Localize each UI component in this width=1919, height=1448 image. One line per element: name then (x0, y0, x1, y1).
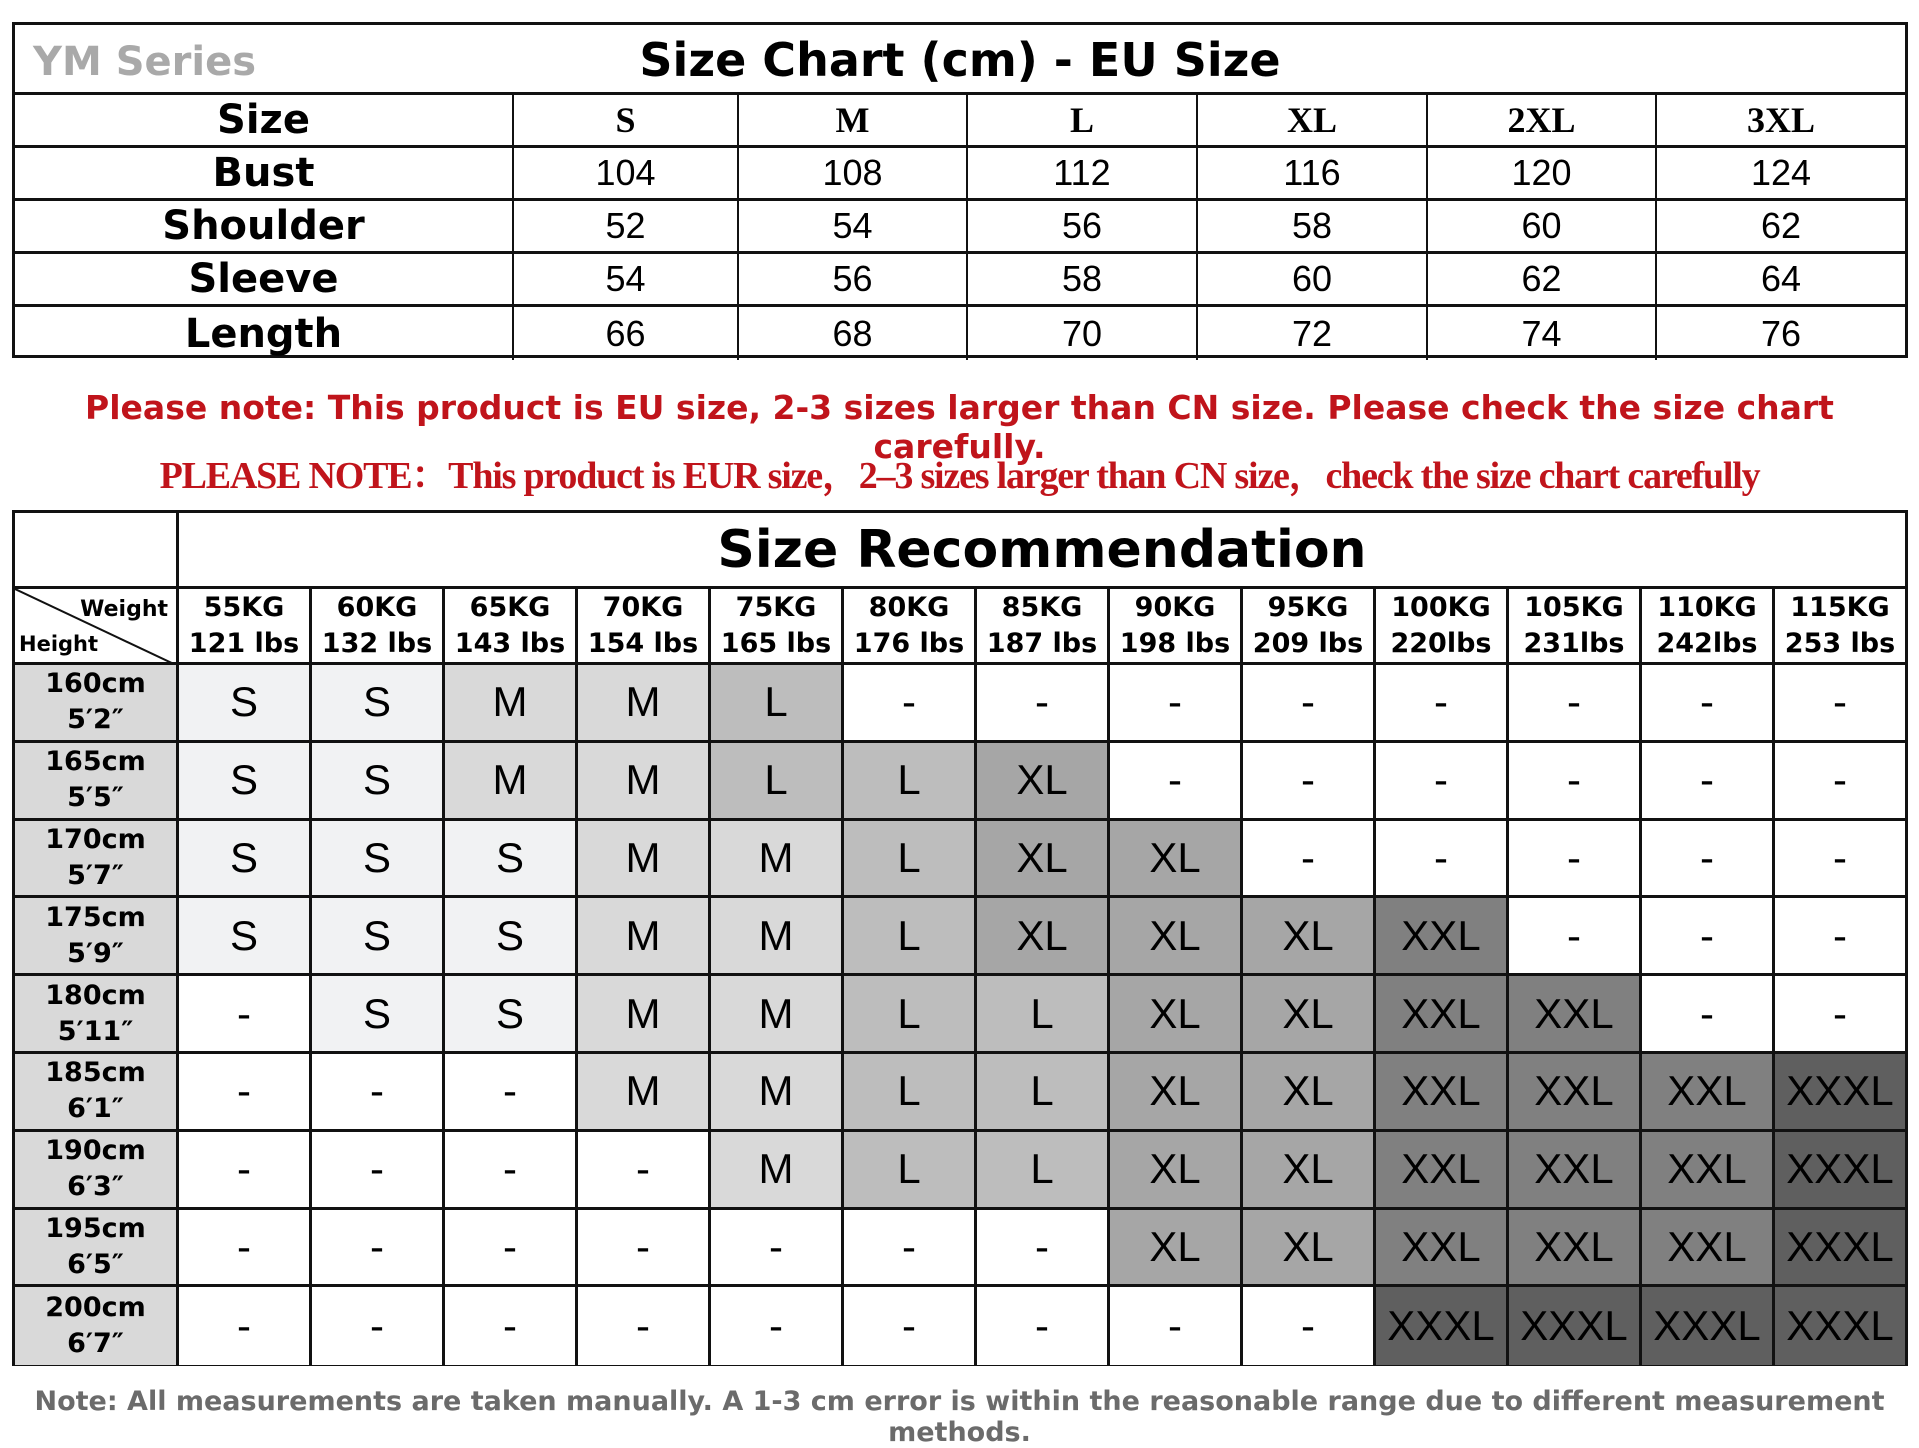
size-recommendation-cell: XL (1240, 1210, 1373, 1285)
size-recommendation-cell: XXL (1373, 1132, 1506, 1207)
size-column-header: L (966, 95, 1196, 145)
size-recommendation-cell: L (841, 821, 974, 896)
height-cm: 160cm (45, 668, 146, 700)
weight-kg: 105KG (1524, 591, 1624, 623)
size-recommendation-cell: S (176, 665, 309, 740)
size-recommendation-cell: M (708, 1132, 841, 1207)
height-cm: 180cm (45, 979, 146, 1011)
weight-column-header (1506, 589, 1639, 662)
size-chart-value: 68 (737, 307, 966, 360)
size-recommendation-cell: L (708, 665, 841, 740)
weight-kg: 80KG (868, 591, 950, 623)
weight-column-header (1772, 589, 1905, 662)
size-recommendation-cell: XXXL (1772, 1210, 1905, 1285)
size-recommendation-cell: XL (1107, 1054, 1240, 1129)
height-row (15, 1287, 1905, 1365)
height-label (15, 821, 176, 896)
size-recommendation-cell: L (841, 1132, 974, 1207)
size-recommendation-cell: M (575, 743, 708, 818)
size-column-header: M (737, 95, 966, 145)
height-row (15, 898, 1905, 976)
weight-column-header (1639, 589, 1772, 662)
size-chart-row-length (15, 307, 1905, 360)
size-recommendation-cell: M (575, 821, 708, 896)
size-chart-value: 60 (1426, 201, 1655, 251)
size-recommendation-cell: - (1107, 743, 1240, 818)
size-recommendation-cell: L (841, 976, 974, 1051)
size-recommendation-cell: XXL (1506, 1054, 1639, 1129)
height-row (15, 1054, 1905, 1132)
size-recommendation-cell: S (176, 821, 309, 896)
size-recommendation-cell: XXL (1506, 1132, 1639, 1207)
height-label (15, 1210, 176, 1285)
size-chart-header-row (15, 95, 1905, 148)
size-recommendation-cell: XL (1107, 821, 1240, 896)
size-recommendation-cell: XL (1240, 898, 1373, 973)
recommendation-corner-blank (15, 513, 176, 589)
size-recommendation-cell: XL (1107, 976, 1240, 1051)
size-recommendation-cell: S (309, 821, 442, 896)
size-recommendation-cell: - (575, 1287, 708, 1365)
size-recommendation-cell: - (1506, 665, 1639, 740)
size-recommendation-cell: M (442, 743, 575, 818)
height-row (15, 976, 1905, 1054)
height-cm: 200cm (45, 1292, 146, 1324)
size-recommendation-cell: - (1506, 821, 1639, 896)
weight-kg: 55KG (203, 591, 285, 623)
size-chart-row-sleeve (15, 254, 1905, 307)
size-recommendation-cell: S (309, 665, 442, 740)
size-recommendation-cell: - (1639, 743, 1772, 818)
size-chart-value: 76 (1655, 307, 1905, 360)
weight-lbs: 231lbs (1523, 627, 1625, 659)
size-chart-value: 104 (512, 148, 737, 198)
weight-column-header (708, 589, 841, 662)
size-recommendation-cell: - (1772, 743, 1905, 818)
weight-column-header (974, 589, 1107, 662)
size-recommendation-table (12, 510, 1908, 1366)
size-recommendation-cell: - (1772, 976, 1905, 1051)
height-label (15, 898, 176, 973)
corner-height-label: Height (19, 632, 99, 656)
weight-lbs: 165 lbs (720, 627, 832, 659)
weight-kg: 110KG (1657, 591, 1757, 623)
size-recommendation-cell: XXXL (1373, 1287, 1506, 1365)
size-column-header: XL (1196, 95, 1426, 145)
size-recommendation-cell: XXL (1506, 976, 1639, 1051)
size-chart-row-shoulder (15, 201, 1905, 254)
weight-column-header (1240, 589, 1373, 662)
size-column-header: S (512, 95, 737, 145)
size-chart-row-label: Bust (212, 150, 315, 196)
size-recommendation-cell: M (442, 665, 575, 740)
size-recommendation-cell: - (1639, 821, 1772, 896)
size-chart-value: 62 (1655, 201, 1905, 251)
size-recommendation-cell: - (1240, 821, 1373, 896)
size-recommendation-cell: XXL (1373, 1054, 1506, 1129)
size-recommendation-cell: XXXL (1772, 1132, 1905, 1207)
height-label (15, 665, 176, 740)
size-recommendation-cell: - (575, 1210, 708, 1285)
size-recommendation-cell: S (309, 898, 442, 973)
size-recommendation-cell: - (176, 1287, 309, 1365)
size-recommendation-cell: - (1107, 1287, 1240, 1365)
size-recommendation-cell: - (309, 1132, 442, 1207)
size-recommendation-cell: - (1240, 743, 1373, 818)
weight-kg: 70KG (602, 591, 684, 623)
weight-lbs: 187 lbs (986, 627, 1098, 659)
weight-kg: 90KG (1134, 591, 1216, 623)
size-chart-value: 52 (512, 201, 737, 251)
size-chart-value: 56 (737, 254, 966, 304)
size-note-english: Please note: This product is EU size, 2-3 sizes larger than CN size. Please check the size chart carefully. (85, 388, 1834, 466)
size-recommendation-cell: L (841, 743, 974, 818)
size-recommendation-cell: XL (1107, 898, 1240, 973)
size-recommendation-cell: - (974, 1287, 1107, 1365)
size-recommendation-cell: - (1506, 898, 1639, 973)
size-chart-value: 112 (966, 148, 1196, 198)
size-chart-value: 58 (966, 254, 1196, 304)
size-chart-value: 120 (1426, 148, 1655, 198)
size-chart-row-label: Length (184, 310, 343, 357)
size-chart-value: 74 (1426, 307, 1655, 360)
size-recommendation-cell: - (1772, 665, 1905, 740)
weight-column-header (442, 589, 575, 662)
height-label (15, 1287, 176, 1365)
weight-kg: 95KG (1267, 591, 1349, 623)
size-recommendation-cell: M (575, 976, 708, 1051)
size-recommendation-cell: - (1373, 743, 1506, 818)
height-row (15, 1210, 1905, 1288)
size-recommendation-cell: XL (974, 898, 1107, 973)
size-recommendation-cell: S (442, 898, 575, 973)
height-ft: 6′7″ (67, 1328, 124, 1360)
size-chart-table (12, 22, 1908, 358)
size-chart-row-bust (15, 148, 1905, 201)
size-recommendation-cell: - (442, 1132, 575, 1207)
brand-label: YM Series (33, 39, 257, 85)
size-recommendation-cell: XL (1107, 1132, 1240, 1207)
size-chart-value: 116 (1196, 148, 1426, 198)
size-chart-row-label: Sleeve (188, 256, 339, 302)
size-recommendation-cell: - (1506, 743, 1639, 818)
size-recommendation-cell: XL (974, 821, 1107, 896)
size-recommendation-cell: M (575, 898, 708, 973)
size-recommendation-cell: XL (1240, 1054, 1373, 1129)
size-chart-value: 56 (966, 201, 1196, 251)
weight-column-header (309, 589, 442, 662)
size-chart-header (15, 25, 1905, 95)
size-recommendation-cell: XXL (1373, 1210, 1506, 1285)
weight-kg: 75KG (735, 591, 817, 623)
size-chart-value: 66 (512, 307, 737, 360)
weight-height-corner (15, 589, 176, 662)
size-recommendation-cell: L (974, 976, 1107, 1051)
size-recommendation-cell: - (309, 1287, 442, 1365)
size-chart-value: 72 (1196, 307, 1426, 360)
weight-lbs: 154 lbs (587, 627, 699, 659)
size-recommendation-cell: - (1639, 898, 1772, 973)
size-recommendation-cell: XXXL (1639, 1287, 1772, 1365)
height-cm: 195cm (45, 1212, 146, 1244)
size-recommendation-cell: XXL (1373, 976, 1506, 1051)
size-recommendation-cell: S (176, 898, 309, 973)
size-column-header: 3XL (1655, 95, 1905, 145)
height-ft: 5′7″ (67, 859, 124, 891)
size-recommendation-cell: - (1107, 665, 1240, 740)
height-cm: 165cm (45, 746, 146, 778)
recommendation-title: Size Recommendation (176, 513, 1905, 589)
size-recommendation-cell: - (309, 1210, 442, 1285)
size-recommendation-cell: - (176, 1054, 309, 1129)
size-recommendation-cell: - (309, 1054, 442, 1129)
size-recommendation-cell: XL (1107, 1210, 1240, 1285)
size-recommendation-cell: - (841, 1287, 974, 1365)
weight-lbs: 176 lbs (853, 627, 965, 659)
weight-lbs: 132 lbs (321, 627, 433, 659)
weight-header-row (15, 589, 1905, 665)
size-chart-value: 60 (1196, 254, 1426, 304)
height-cm: 190cm (45, 1135, 146, 1167)
weight-lbs: 253 lbs (1784, 627, 1896, 659)
height-cm: 185cm (45, 1057, 146, 1089)
height-row (15, 665, 1905, 743)
size-recommendation-cell: - (1240, 1287, 1373, 1365)
height-row (15, 821, 1905, 899)
weight-kg: 60KG (336, 591, 418, 623)
size-note-serif: PLEASE NOTE：This product is EUR size，2–3 sizes larger than CN size，check the size chart carefully (159, 455, 1760, 497)
size-recommendation-cell: S (442, 976, 575, 1051)
corner-weight-label: Weight (80, 597, 168, 622)
size-recommendation-cell: - (442, 1210, 575, 1285)
size-chart-value: 54 (512, 254, 737, 304)
height-label (15, 976, 176, 1051)
size-recommendation-cell: - (708, 1287, 841, 1365)
height-ft: 6′1″ (67, 1093, 124, 1125)
size-recommendation-cell: - (176, 1210, 309, 1285)
height-ft: 6′5″ (67, 1248, 124, 1280)
weight-lbs: 209 lbs (1252, 627, 1364, 659)
weight-kg: 115KG (1790, 591, 1890, 623)
size-recommendation-cell: XXL (1639, 1132, 1772, 1207)
weight-kg: 65KG (469, 591, 551, 623)
size-chart-value: 124 (1655, 148, 1905, 198)
size-recommendation-cell: - (1240, 665, 1373, 740)
weight-column-header (841, 589, 974, 662)
size-chart-value: 58 (1196, 201, 1426, 251)
height-row (15, 743, 1905, 821)
recommendation-grid (15, 589, 1905, 1363)
size-recommendation-cell: - (1639, 665, 1772, 740)
size-recommendation-cell: S (309, 976, 442, 1051)
size-recommendation-cell: - (1772, 898, 1905, 973)
size-recommendation-cell: XL (1240, 976, 1373, 1051)
size-recommendation-cell: - (974, 665, 1107, 740)
weight-kg: 85KG (1001, 591, 1083, 623)
size-chart-value: 54 (737, 201, 966, 251)
size-recommendation-cell: S (176, 743, 309, 818)
size-chart-grid (15, 95, 1905, 355)
height-label (15, 743, 176, 818)
height-label (15, 1054, 176, 1129)
height-ft: 5′5″ (67, 782, 124, 814)
size-recommendation-cell: XXL (1639, 1210, 1772, 1285)
weight-lbs: 242lbs (1656, 627, 1758, 659)
height-label (15, 1132, 176, 1207)
size-recommendation-cell: - (1373, 665, 1506, 740)
weight-column-header (1373, 589, 1506, 662)
weight-column-header (575, 589, 708, 662)
size-recommendation-cell: M (708, 898, 841, 973)
weight-lbs: 220lbs (1390, 627, 1492, 659)
height-ft: 5′11″ (57, 1015, 134, 1047)
height-row (15, 1132, 1905, 1210)
size-chart-value: 62 (1426, 254, 1655, 304)
size-recommendation-cell: L (708, 743, 841, 818)
size-recommendation-cell: - (176, 1132, 309, 1207)
weight-column-header (1107, 589, 1240, 662)
size-recommendation-cell: XXL (1639, 1054, 1772, 1129)
size-recommendation-cell: XXXL (1772, 1054, 1905, 1129)
size-recommendation-cell: L (974, 1054, 1107, 1129)
size-recommendation-cell: - (1373, 821, 1506, 896)
size-column-header: 2XL (1426, 95, 1655, 145)
size-chart-row-label: Size (217, 97, 310, 143)
size-recommendation-cell: - (1639, 976, 1772, 1051)
size-recommendation-cell: - (1772, 821, 1905, 896)
size-recommendation-cell: M (708, 821, 841, 896)
size-recommendation-cell: XXL (1506, 1210, 1639, 1285)
size-chart-title: Size Chart (cm) - EU Size (639, 33, 1281, 87)
weight-lbs: 198 lbs (1119, 627, 1231, 659)
size-chart-value: 70 (966, 307, 1196, 360)
size-recommendation-cell: XXXL (1506, 1287, 1639, 1365)
height-cm: 170cm (45, 823, 146, 855)
size-recommendation-cell: - (575, 1132, 708, 1207)
size-recommendation-cell: - (708, 1210, 841, 1285)
weight-kg: 100KG (1391, 591, 1491, 623)
size-recommendation-cell: S (442, 821, 575, 896)
size-recommendation-cell: - (176, 976, 309, 1051)
size-recommendation-cell: XL (974, 743, 1107, 818)
size-recommendation-cell: M (708, 1054, 841, 1129)
size-recommendation-cell: XXXL (1772, 1287, 1905, 1365)
height-ft: 5′9″ (67, 937, 124, 969)
size-chart-row-label: Shoulder (162, 203, 365, 249)
height-ft: 5′2″ (67, 704, 124, 736)
size-recommendation-cell: M (708, 976, 841, 1051)
weight-lbs: 143 lbs (454, 627, 566, 659)
size-recommendation-cell: L (974, 1132, 1107, 1207)
size-recommendation-cell: L (841, 1054, 974, 1129)
height-cm: 175cm (45, 901, 146, 933)
size-recommendation-cell: - (841, 665, 974, 740)
weight-column-header (176, 589, 309, 662)
height-ft: 6′3″ (67, 1171, 124, 1203)
size-recommendation-cell: - (442, 1054, 575, 1129)
weight-lbs: 121 lbs (188, 627, 300, 659)
size-recommendation-cell: XL (1240, 1132, 1373, 1207)
size-recommendation-cell: S (309, 743, 442, 818)
size-recommendation-cell: XXL (1373, 898, 1506, 973)
size-recommendation-cell: M (575, 1054, 708, 1129)
size-recommendation-cell: - (974, 1210, 1107, 1285)
measurement-footer-note: Note: All measurements are taken manually. A 1-3 cm error is within the reasonable range due to different measurement methods. (34, 1386, 1885, 1448)
size-recommendation-cell: - (442, 1287, 575, 1365)
size-recommendation-cell: M (575, 665, 708, 740)
size-chart-value: 108 (737, 148, 966, 198)
size-recommendation-cell: L (841, 898, 974, 973)
size-chart-value: 64 (1655, 254, 1905, 304)
size-recommendation-cell: - (841, 1210, 974, 1285)
